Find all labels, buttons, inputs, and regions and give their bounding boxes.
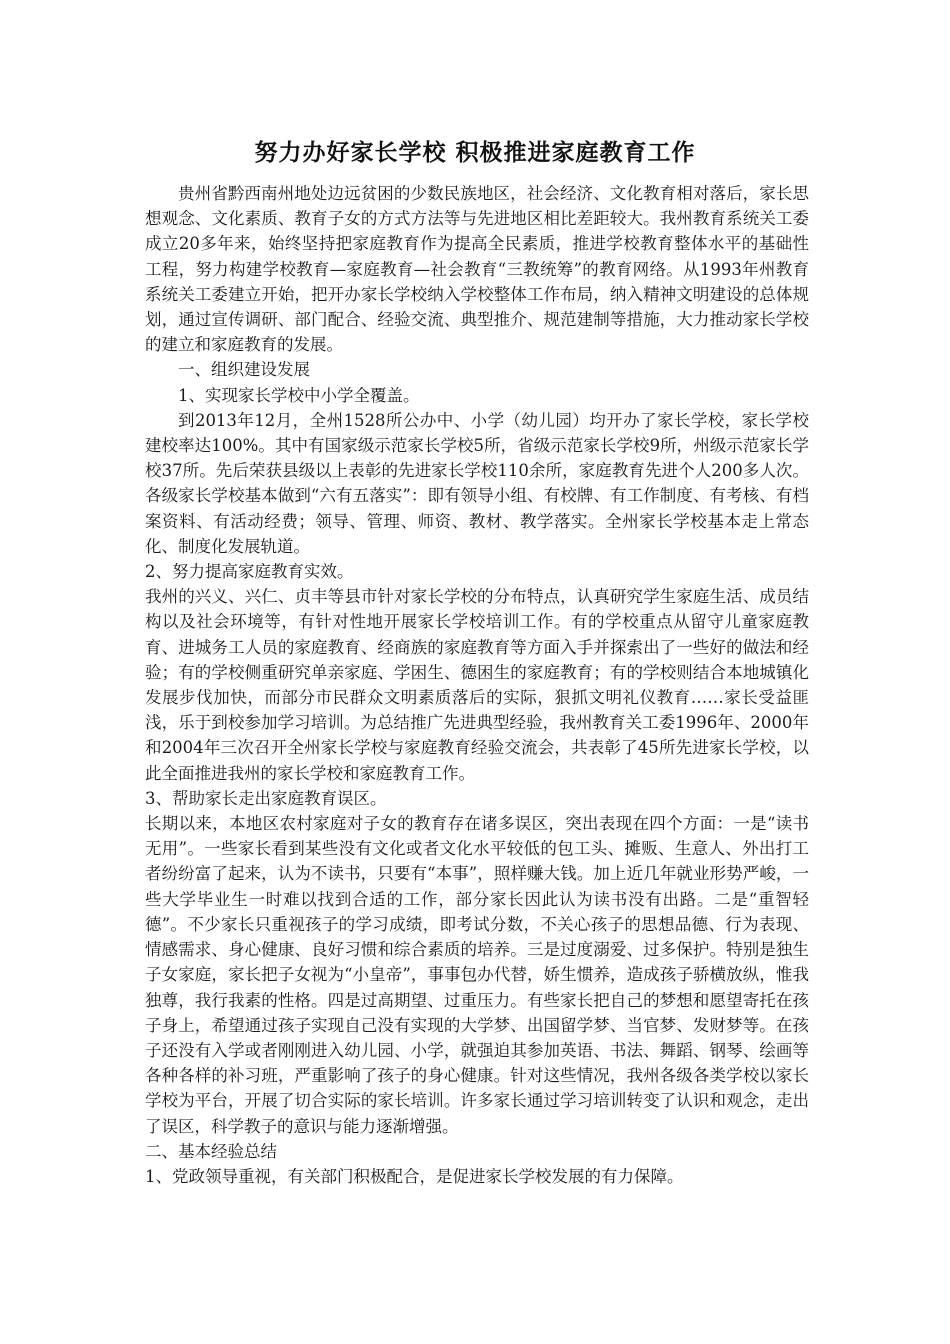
paragraph-intro: 贵州省黔西南州地处边远贫困的少数民族地区，社会经济、文化教育相对落后，家长思想观念、文化素质、教育子女的方式方法等与先进地区相比差距较大。我州教育系统关工委成立20多年来，始终坚持把家庭教育作为提高全民素质，推进学校教育整体水平的基础性工程，努力构建学校教育—家庭教育—社会教育“三教统筹”的教育网络。从1993年州教育系统关工委建立开始，把开办家长学校纳入学校整体工作布局，纳入精神文明建设的总体规划，通过宣传调研、部门配合、经验交流、典型推介、规范建制等措施，大力推动家长学校的建立和家庭教育的发展。	[145, 184, 809, 355]
heading-section-2: 二、基本经验总结	[145, 1141, 277, 1161]
paragraph-1-1: 到2013年12月，全州1528所公办中、小学（幼儿园）均开办了家长学校，家长学校建校率达100%。其中有国家级示范家长学校5所，省级示范家长学校9所，州级示范家长学校37所。先后荣获县级以上表彰的先进家长学校110余所，家庭教育先进个人200多人次。各级家长学校基本做到“六有五落实”：即有领导小组、有校牌、有工作制度、有考核、有档案资料、有活动经费；领导、管理、师资、教材、教学落实。全州家长学校基本走上常态化、制度化发展轨道。	[145, 410, 809, 556]
subheading-1-3: 3、帮助家长走出家庭教育误区。	[145, 788, 387, 808]
document-title: 努力办好家长学校 积极推进家庭教育工作	[254, 140, 696, 166]
paragraph-1-3: 长期以来，本地区农村家庭对子女的教育存在诸多误区，突出表现在四个方面：一是“读书无用”。一些家长看到某些没有文化或者文化水平较低的包工头、摊贩、生意人、外出打工者纷纷富了起来，认为不读书，只要有“本事”，照样赚大钱。加上近几年就业形势严峻，一些大学毕业生一时难以找到合适的工作，部分家长因此认为读书没有出路。二是“重智轻德”。不少家长只重视孩子的学习成绩，即考试分数，不关心孩子的思想品德、行为表现、情感需求、身心健康、良好习惯和综合素质的培养。三是过度溺爱、过多保护。特别是独生子女家庭，家长把子女视为“小皇帝”，事事包办代替，娇生惯养，造成孩子骄横放纵，惟我独尊，我行我素的性格。四是过高期望、过重压力。有些家长把自己的梦想和愿望寄托在孩子身上，希望通过孩子实现自己没有实现的大学梦、出国留学梦、当官梦、发财梦等。在孩子还没有入学或者刚刚进入幼儿园、小学，就强迫其参加英语、书法、舞蹈、钢琴、绘画等各种各样的补习班，严重影响了孩子的身心健康。针对这些情况，我州各级各类学校以家长学校为平台，开展了切合实际的家长培训。许多家长通过学习培训转变了认识和观念，走出了误区，科学教子的意识与能力逐渐增强。	[145, 814, 809, 1136]
heading-section-1: 一、组织建设发展	[178, 360, 310, 380]
document-body	[145, 181, 809, 1189]
subheading-2-1: 1、党政领导重视，有关部门积极配合，是促进家长学校发展的有力保障。	[145, 1166, 684, 1186]
subheading-1-1: 1、实现家长学校中小学全覆盖。	[178, 385, 420, 405]
subheading-1-2: 2、努力提高家庭教育实效。	[145, 562, 354, 582]
paragraph-1-2: 我州的兴义、兴仁、贞丰等县市针对家长学校的分布特点，认真研究学生家庭生活、成员结构以及社会环境等，有针对性地开展家长学校培训工作。有的学校重点从留守儿童家庭教育、进城务工人员的家庭教育、经商族的家庭教育等方面入手并探索出了一些好的做法和经验；有的学校侧重研究单亲家庭、学困生、德困生的家庭教育；有的学校则结合本地城镇化发展步伐加快，而部分市民群众文明素质落后的实际，狠抓文明礼仪教育……家长受益匪浅，乐于到校参加学习培训。为总结推广先进典型经验，我州教育关工委1996年、2000年和2004年三次召开全州家长学校与家庭教育经验交流会，共表彰了45所先进家长学校，以此全面推进我州的家长学校和家庭教育工作。	[145, 587, 809, 783]
